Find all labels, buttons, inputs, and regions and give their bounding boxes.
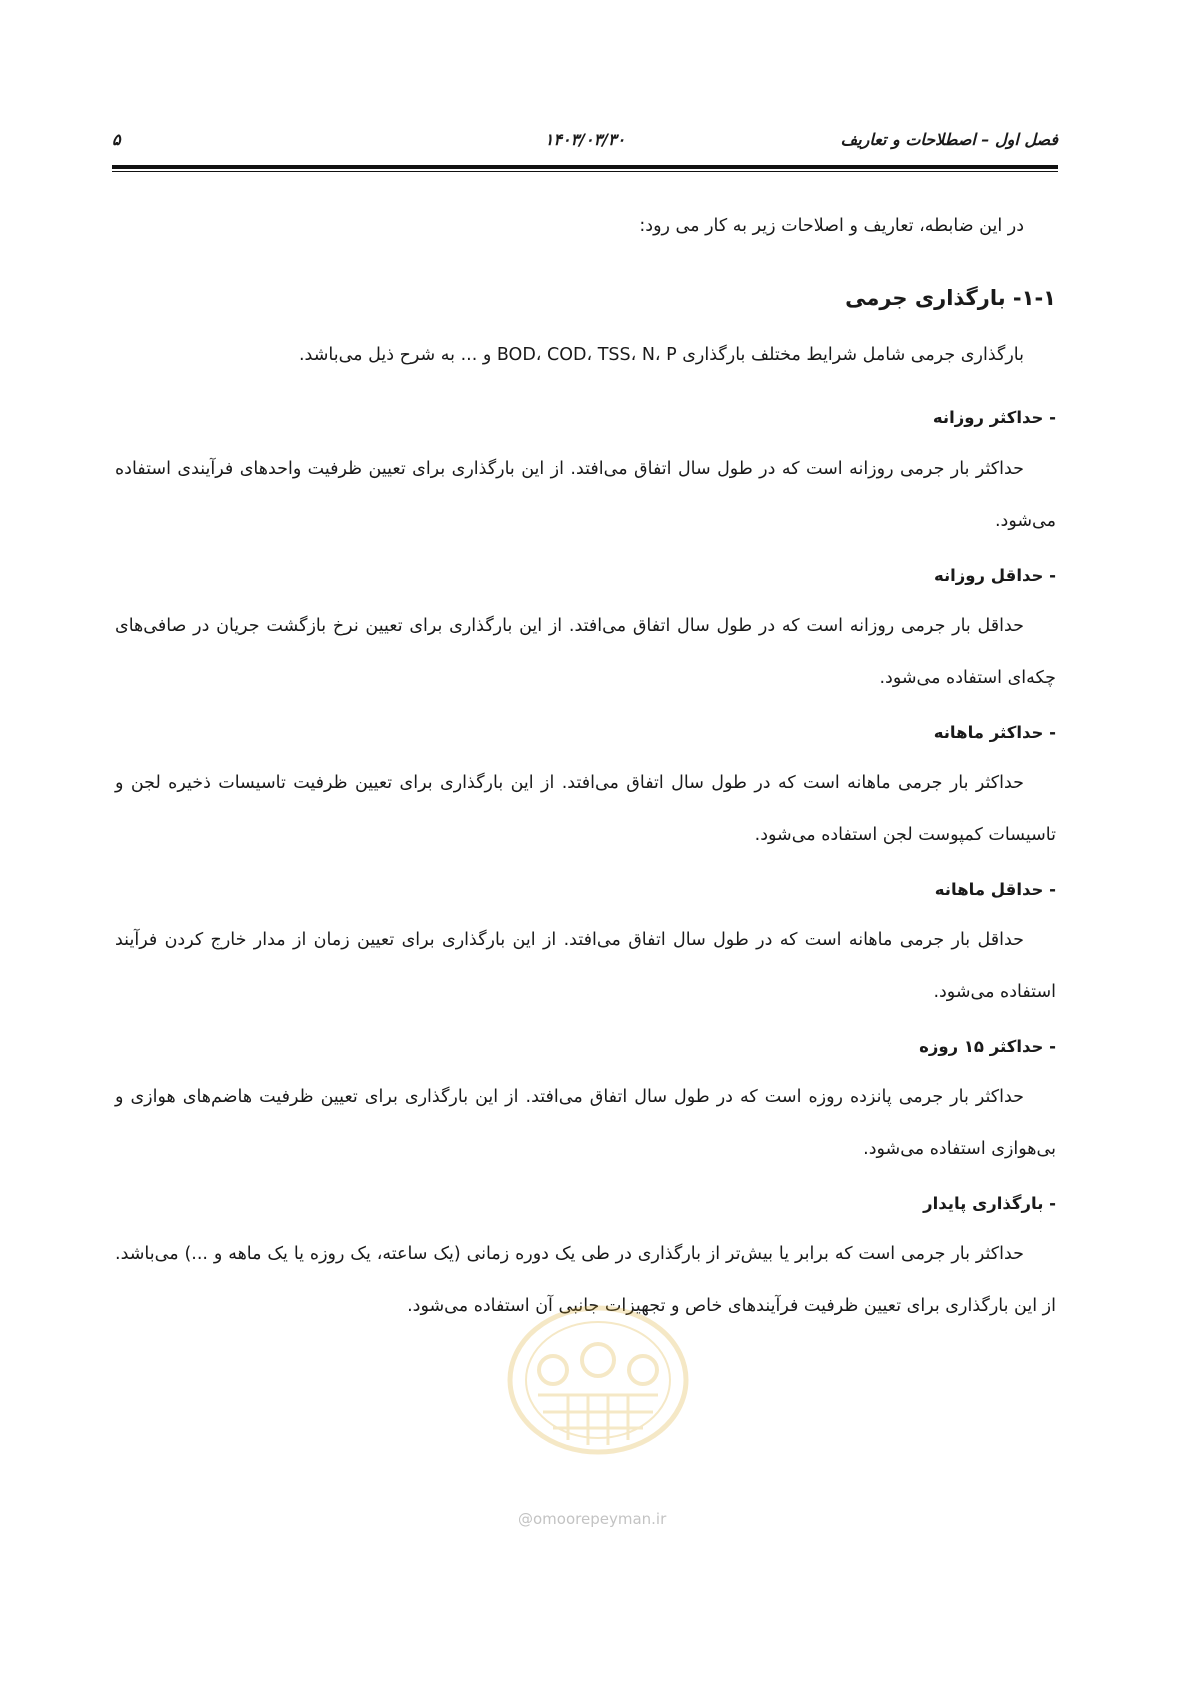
definition-text: حداکثر بار جرمی است که برابر یا بیش‌تر از بارگذاری در طی یک دوره زمانی (یک ساعته، یک روزه یا یک ماهه و ...) می‌باشد. از این بارگذاری برای تعیین ظرفیت فرآیندهای خاص و تجهیزات جانبی آن استفاده می‌شود. bbox=[115, 1244, 1056, 1316]
definition-text-block bbox=[115, 1228, 1056, 1332]
definition-heading-block bbox=[115, 719, 1056, 747]
section-title-block bbox=[115, 281, 1056, 315]
watermark-site bbox=[518, 1510, 666, 1528]
definition-text: حداقل بار جرمی روزانه است که در طول سال اتفاق می‌افتد. از این بارگذاری برای تعیین نرخ بازگشت جریان در صافی‌های چکه‌ای استفاده می‌شود. bbox=[115, 616, 1056, 688]
section-title: ۱-۱- بارگذاری جرمی bbox=[845, 286, 1056, 310]
definition-heading: - حداکثر ماهانه bbox=[933, 723, 1056, 742]
definition-text-block bbox=[115, 1071, 1056, 1175]
definition-text-block bbox=[115, 757, 1056, 861]
header-date: ۱۴۰۳/۰۳/۳۰ bbox=[544, 130, 626, 149]
definition-heading: - حداکثر روزانه bbox=[932, 408, 1056, 427]
page-header bbox=[112, 130, 1058, 154]
definition-heading-block bbox=[115, 404, 1056, 432]
definition-text: حداکثر بار جرمی پانزده روزه است که در طول سال اتفاق می‌افتد. از این بارگذاری برای تعیین ظرفیت هاضم‌های هوازی و بی‌هوازی استفاده می‌شود. bbox=[115, 1087, 1056, 1159]
definition-heading-block bbox=[115, 1033, 1056, 1061]
definition-heading-block bbox=[115, 562, 1056, 590]
definition-text-block bbox=[115, 914, 1056, 1018]
intro-block bbox=[115, 210, 1056, 242]
definition-text-block bbox=[115, 443, 1056, 547]
definition-heading: - بارگذاری پایدار bbox=[923, 1194, 1056, 1213]
definition-heading-block bbox=[115, 876, 1056, 904]
watermark-site-text: omoorepeyman.ir bbox=[533, 1510, 667, 1528]
definition-text-block bbox=[115, 600, 1056, 704]
section-intro: بارگذاری جرمی شامل شرایط مختلف بارگذاری BOD، COD، TSS، N، P و ... به شرح ذیل می‌باشد. bbox=[298, 345, 1024, 365]
at-icon: @ bbox=[518, 1510, 533, 1528]
definition-heading-block bbox=[115, 1190, 1056, 1218]
header-rule-thin bbox=[112, 171, 1058, 172]
definition-text: حداقل بار جرمی ماهانه است که در طول سال اتفاق می‌افتد. از این بارگذاری برای تعیین زمان از مدار خارج کردن فرآیند استفاده می‌شود. bbox=[115, 930, 1056, 1002]
page-number: ۵ bbox=[112, 130, 121, 149]
definition-text: حداکثر بار جرمی روزانه است که در طول سال اتفاق می‌افتد. از این بارگذاری برای تعیین ظرفیت واحدهای فرآیندی استفاده می‌شود. bbox=[115, 459, 1056, 531]
definition-text: حداکثر بار جرمی ماهانه است که در طول سال اتفاق می‌افتد. از این بارگذاری برای تعیین ظرفیت تاسیسات ذخیره لجن و تاسیسات کمپوست لجن استفاده می‌شود. bbox=[115, 773, 1056, 845]
section-intro-block bbox=[115, 339, 1056, 371]
intro-paragraph: در این ضابطه، تعاریف و اصلاحات زیر به کار می رود: bbox=[639, 216, 1024, 236]
chapter-title: فصل اول – اصطلاحات و تعاریف bbox=[840, 130, 1058, 149]
header-rule-thick bbox=[112, 165, 1058, 169]
definition-heading: - حداکثر ۱۵ روزه bbox=[919, 1037, 1056, 1056]
definition-heading: - حداقل روزانه bbox=[933, 566, 1056, 585]
definition-heading: - حداقل ماهانه bbox=[934, 880, 1056, 899]
